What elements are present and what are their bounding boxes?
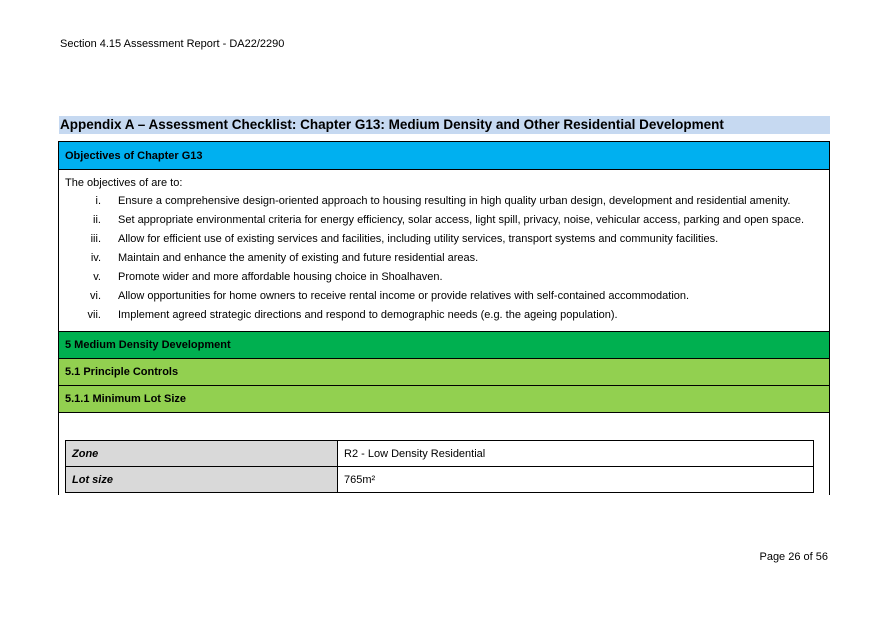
objective-text: Implement agreed strategic directions and respond to demographic needs (e.g. the ageing population). [118, 309, 618, 321]
zone-value: R2 - Low Density Residential [338, 441, 814, 467]
objective-item [65, 252, 823, 265]
page-number: Page 26 of 56 [759, 551, 828, 563]
objective-number: ii. [93, 214, 101, 226]
section-heading-5: 5 Medium Density Development [59, 332, 829, 359]
section-heading-5-1: 5.1 Principle Controls [59, 359, 829, 386]
table-row [66, 467, 814, 493]
table-row [66, 441, 814, 467]
objective-text: Allow opportunities for home owners to receive rental income or provide relatives with self-contained accommodation. [118, 290, 690, 302]
section-heading-5-1-1: 5.1.1 Minimum Lot Size [59, 386, 829, 413]
objective-text: Promote wider and more affordable housing choice in Shoalhaven. [118, 271, 443, 283]
zone-label: Zone [66, 441, 338, 467]
objective-text: Ensure a comprehensive design-oriented approach to housing resulting in high quality urban design, development and residential amenity. [118, 195, 791, 207]
appendix-title: Appendix A – Assessment Checklist: Chapter G13: Medium Density and Other Residential Development [59, 116, 830, 134]
objectives-heading: Objectives of Chapter G13 [59, 142, 829, 170]
objectives-body [59, 170, 829, 332]
objective-item [65, 214, 823, 227]
checklist-table [58, 141, 830, 495]
objective-text: Set appropriate environmental criteria for energy efficiency, solar access, light spill, privacy, noise, vehicular access, parking and open space. [118, 214, 805, 226]
objective-item [65, 290, 823, 303]
report-header: Section 4.15 Assessment Report - DA22/2290 [60, 38, 285, 50]
objective-number: vi. [90, 290, 101, 302]
objective-number: vii. [87, 309, 101, 321]
objective-number: v. [93, 271, 101, 283]
objective-number: i. [95, 195, 101, 207]
lot-details-table [65, 440, 814, 493]
objective-number: iii. [90, 233, 101, 245]
lot-size-value: 765m² [338, 467, 814, 493]
objective-text: Allow for efficient use of existing services and facilities, including utility services, transport systems and community facilities. [118, 233, 719, 245]
objective-item [65, 309, 823, 322]
lot-size-section [59, 413, 829, 495]
objective-item [65, 195, 823, 208]
objective-number: iv. [90, 252, 101, 264]
objective-item [65, 271, 823, 284]
objective-text: Maintain and enhance the amenity of existing and future residential areas. [118, 252, 479, 264]
objectives-intro: The objectives of are to: [65, 177, 183, 189]
objective-item [65, 233, 823, 246]
lot-size-label: Lot size [66, 467, 338, 493]
